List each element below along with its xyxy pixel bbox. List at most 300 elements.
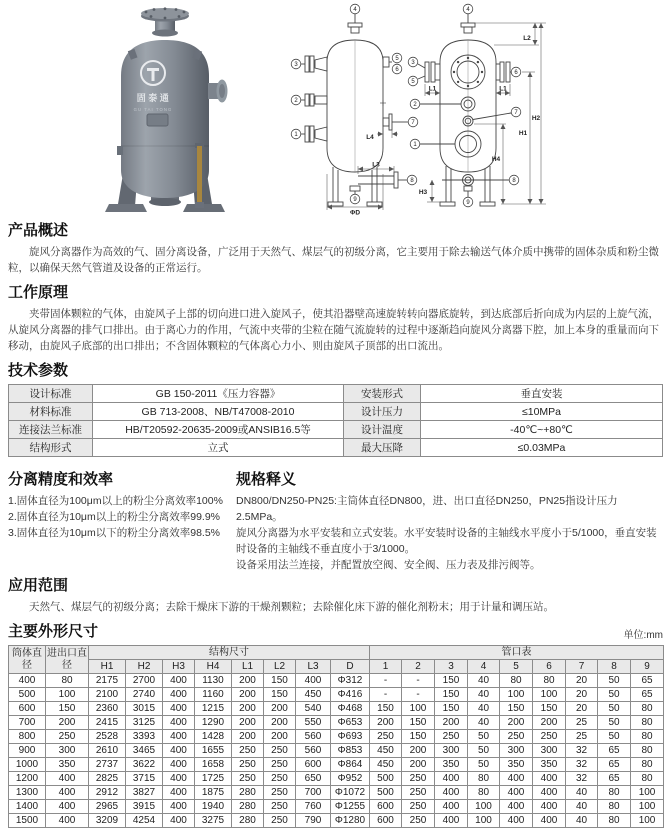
product-images bbox=[8, 0, 663, 215]
table-cell: 200 bbox=[232, 688, 264, 702]
table-cell: 50 bbox=[598, 730, 631, 744]
table-cell: 400 bbox=[533, 772, 566, 786]
svg-text:8: 8 bbox=[512, 178, 516, 185]
table-cell: 150 bbox=[402, 730, 435, 744]
svg-text:8: 8 bbox=[410, 178, 414, 185]
table-cell: 最大压降 bbox=[344, 439, 421, 457]
table-cell: 400 bbox=[435, 772, 468, 786]
dimensions-table-head bbox=[9, 646, 664, 674]
table-cell: 20 bbox=[566, 702, 598, 716]
table-cell: 400 bbox=[533, 814, 566, 828]
table-header-cell: 2 bbox=[402, 660, 435, 674]
table-cell: 40 bbox=[566, 786, 598, 800]
table-row bbox=[9, 439, 663, 457]
svg-text:6: 6 bbox=[514, 70, 518, 77]
dim-label: L4 bbox=[366, 134, 374, 141]
dim-label: ΦD bbox=[349, 209, 361, 217]
table-cell: 500 bbox=[370, 786, 402, 800]
table-cell: 400 bbox=[435, 786, 468, 800]
table-cell: 200 bbox=[232, 702, 264, 716]
table-cell: 100 bbox=[402, 702, 435, 716]
table-cell: 3715 bbox=[126, 772, 163, 786]
table-cell: 150 bbox=[402, 716, 435, 730]
table-cell: 400 bbox=[163, 730, 195, 744]
table-cell: 4254 bbox=[126, 814, 163, 828]
nozzle-marker bbox=[509, 175, 519, 185]
table-cell: 2912 bbox=[89, 786, 126, 800]
table-cell: 600 bbox=[296, 758, 331, 772]
table-cell: ≤0.03MPa bbox=[421, 439, 663, 457]
table-row bbox=[9, 800, 664, 814]
svg-text:7: 7 bbox=[514, 110, 518, 117]
table-cell: 200 bbox=[402, 744, 435, 758]
table-cell: 450 bbox=[370, 758, 402, 772]
table-header-cell: H3 bbox=[163, 660, 195, 674]
nozzle-marker bbox=[511, 107, 521, 117]
table-cell: 50 bbox=[468, 744, 500, 758]
table-cell: 280 bbox=[232, 800, 264, 814]
table-cell: 32 bbox=[566, 744, 598, 758]
table-cell: HB/T20592-20635-2009或ANSIB16.5等 bbox=[93, 421, 344, 439]
table-cell: ≤10MPa bbox=[421, 403, 663, 421]
table-cell: 25 bbox=[566, 730, 598, 744]
table-cell: 3275 bbox=[195, 814, 232, 828]
table-group-header-row bbox=[9, 646, 664, 660]
section-title-spec-meaning: 规格释义 bbox=[236, 471, 297, 488]
table-cell: 560 bbox=[296, 730, 331, 744]
efficiency-item: 2.固体直径为10μm以上的粉尘分离效率99.9% bbox=[8, 511, 221, 523]
section-dimensions bbox=[8, 623, 663, 828]
table-cell: 400 bbox=[46, 814, 89, 828]
table-cell: 400 bbox=[163, 772, 195, 786]
nozzle-marker bbox=[407, 175, 417, 185]
table-cell: 65 bbox=[598, 758, 631, 772]
table-cell: 40 bbox=[468, 674, 500, 688]
nozzle-marker bbox=[408, 76, 418, 86]
table-cell: 250 bbox=[402, 800, 435, 814]
table-cell: 250 bbox=[264, 786, 296, 800]
table-cell: 400 bbox=[9, 674, 46, 688]
tech-params-table-body bbox=[9, 385, 663, 457]
table-cell: 1658 bbox=[195, 758, 232, 772]
table-cell: 65 bbox=[631, 688, 664, 702]
table-cell: 150 bbox=[264, 674, 296, 688]
table-cell: 2415 bbox=[89, 716, 126, 730]
svg-text:3: 3 bbox=[411, 60, 415, 67]
col-header-inlet-outlet-diameter: 进出口直径 bbox=[46, 646, 89, 674]
table-cell: 790 bbox=[296, 814, 331, 828]
svg-text:3: 3 bbox=[294, 62, 298, 69]
principle-body: 夹带固体颗粒的气体，由旋风子上部的切向进口进入旋风子，使其沿器壁高速旋转转向器底旋转，到达底部后折向成为内层的上旋气流，从旋风分离器的排气口排出。由于离心力的作用，气流中夹带的尘粒在随气流旋转的过程中逐渐趋向旋风分离器下腔，加上本身的重量而向下移动，由旋风子底部的出口排出；不含固体颗粒的气体离心力小、则由旋风子顶部的出口流出。 bbox=[8, 308, 659, 352]
nozzle-marker bbox=[511, 67, 521, 77]
table-cell: 65 bbox=[598, 744, 631, 758]
svg-text:9: 9 bbox=[353, 197, 357, 204]
nozzle-marker bbox=[291, 59, 301, 69]
table-cell: 250 bbox=[232, 758, 264, 772]
table-cell: 25 bbox=[566, 716, 598, 730]
table-cell: 65 bbox=[598, 772, 631, 786]
table-cell: 2825 bbox=[89, 772, 126, 786]
table-cell: 80 bbox=[468, 786, 500, 800]
table-cell: 40 bbox=[468, 716, 500, 730]
table-cell: Φ1072 bbox=[331, 786, 370, 800]
technical-drawing bbox=[290, 0, 550, 215]
table-cell: 3209 bbox=[89, 814, 126, 828]
table-cell: 550 bbox=[296, 716, 331, 730]
svg-text:1: 1 bbox=[413, 142, 417, 149]
svg-text:4: 4 bbox=[353, 7, 357, 14]
table-cell: 80 bbox=[468, 772, 500, 786]
table-cell: 设计标准 bbox=[9, 385, 93, 403]
svg-text:9: 9 bbox=[466, 200, 470, 207]
table-cell: 150 bbox=[435, 674, 468, 688]
svg-text:5: 5 bbox=[411, 79, 415, 86]
table-cell: 100 bbox=[533, 688, 566, 702]
table-row bbox=[9, 730, 664, 744]
nozzle-marker bbox=[392, 53, 402, 63]
table-cell: 250 bbox=[232, 744, 264, 758]
table-row bbox=[9, 758, 664, 772]
table-cell: 80 bbox=[46, 674, 89, 688]
table-cell: Φ416 bbox=[331, 688, 370, 702]
svg-text:2: 2 bbox=[413, 102, 417, 109]
table-row bbox=[9, 744, 664, 758]
nozzle-marker bbox=[463, 197, 473, 207]
table-header-cell: L2 bbox=[264, 660, 296, 674]
dimensions-header bbox=[8, 623, 663, 641]
table-row bbox=[9, 702, 664, 716]
table-cell: 300 bbox=[435, 744, 468, 758]
table-cell: 250 bbox=[46, 730, 89, 744]
table-cell: Φ468 bbox=[331, 702, 370, 716]
table-cell: 40 bbox=[566, 800, 598, 814]
table-cell: 安装形式 bbox=[344, 385, 421, 403]
svg-text:5: 5 bbox=[395, 56, 399, 63]
table-header-cell: 4 bbox=[468, 660, 500, 674]
dim-label: H3 bbox=[418, 189, 428, 196]
section-title-tech-params: 技术参数 bbox=[8, 362, 69, 379]
table-cell: 200 bbox=[264, 702, 296, 716]
nozzle-marker bbox=[410, 139, 420, 149]
tank-render bbox=[105, 7, 228, 212]
table-cell: 250 bbox=[264, 758, 296, 772]
dim-label: L1 bbox=[428, 85, 437, 93]
table-cell: 350 bbox=[435, 758, 468, 772]
table-cell: 80 bbox=[631, 730, 664, 744]
table-header-cell: 8 bbox=[598, 660, 631, 674]
section-principle bbox=[8, 284, 663, 354]
table-cell: 400 bbox=[46, 786, 89, 800]
table-cell: 150 bbox=[264, 688, 296, 702]
efficiency-item: 3.固体直径为10μm以下的粉尘分离效率98.5% bbox=[8, 527, 221, 539]
nozzle-marker bbox=[408, 117, 418, 127]
dimensions-table bbox=[8, 645, 664, 828]
table-cell: 800 bbox=[9, 730, 46, 744]
table-cell: 1200 bbox=[9, 772, 46, 786]
table-row bbox=[9, 786, 664, 800]
table-cell: 200 bbox=[533, 716, 566, 730]
table-cell: 300 bbox=[46, 744, 89, 758]
table-cell: 450 bbox=[370, 744, 402, 758]
table-header-cell: 1 bbox=[370, 660, 402, 674]
table-cell: 设计温度 bbox=[344, 421, 421, 439]
nozzle-marker bbox=[410, 99, 420, 109]
svg-text:6: 6 bbox=[395, 67, 399, 74]
table-cell: 400 bbox=[533, 800, 566, 814]
table-cell: 40 bbox=[468, 702, 500, 716]
svg-text:7: 7 bbox=[411, 120, 415, 127]
section-tech-params bbox=[8, 362, 663, 457]
table-cell: 400 bbox=[500, 800, 533, 814]
table-cell: 400 bbox=[500, 772, 533, 786]
table-cell: 200 bbox=[232, 730, 264, 744]
table-header-cell: 9 bbox=[631, 660, 664, 674]
table-cell: 700 bbox=[9, 716, 46, 730]
spec-paragraph: 设备采用法兰连接，并配置放空阀、安全阀、压力表及排污阀等。 bbox=[236, 559, 541, 571]
table-row bbox=[9, 403, 663, 421]
table-cell: 400 bbox=[435, 800, 468, 814]
overview-body: 旋风分离器作为高效的气、固分离设备，广泛用于天然气、煤层气的初级分离，它主要用于除去输送气体介质中携带的固体杂质和粉尘微粒，以确保天然气管道及设备的正常运行。 bbox=[8, 246, 659, 274]
table-cell: 540 bbox=[296, 702, 331, 716]
table-cell: 650 bbox=[296, 772, 331, 786]
table-cell: 1130 bbox=[195, 674, 232, 688]
section-application bbox=[8, 577, 663, 615]
table-cell: 80 bbox=[631, 744, 664, 758]
table-cell: 32 bbox=[566, 758, 598, 772]
table-cell: 250 bbox=[370, 730, 402, 744]
table-cell: 200 bbox=[264, 716, 296, 730]
table-cell: 2965 bbox=[89, 800, 126, 814]
table-cell: 600 bbox=[370, 814, 402, 828]
table-cell: 200 bbox=[232, 716, 264, 730]
table-cell: 250 bbox=[232, 772, 264, 786]
spec-paragraph: 旋风分离器为水平安装和立式安装。水平安装时设备的主轴线水平度小于5/1000，垂直安装时设备的主轴线不垂直度小于3/1000。 bbox=[236, 527, 657, 555]
table-cell: 1000 bbox=[9, 758, 46, 772]
table-cell: 350 bbox=[533, 758, 566, 772]
table-cell: 250 bbox=[402, 814, 435, 828]
table-cell: 200 bbox=[370, 716, 402, 730]
table-cell: 900 bbox=[9, 744, 46, 758]
table-cell: 80 bbox=[598, 800, 631, 814]
table-cell: 400 bbox=[435, 814, 468, 828]
table-cell: 200 bbox=[264, 730, 296, 744]
table-cell: 1500 bbox=[9, 814, 46, 828]
table-cell: 400 bbox=[163, 758, 195, 772]
table-header-cell: D bbox=[331, 660, 370, 674]
svg-text:1: 1 bbox=[294, 132, 298, 139]
svg-text:2: 2 bbox=[294, 98, 298, 105]
table-row bbox=[9, 421, 663, 439]
table-cell: 1428 bbox=[195, 730, 232, 744]
section-title-application: 应用范围 bbox=[8, 577, 69, 594]
table-cell: Φ864 bbox=[331, 758, 370, 772]
table-cell: 100 bbox=[631, 814, 664, 828]
table-cell: 400 bbox=[163, 688, 195, 702]
nozzle-marker bbox=[291, 129, 301, 139]
table-row bbox=[9, 674, 664, 688]
table-cell: 250 bbox=[264, 800, 296, 814]
table-cell: 连接法兰标准 bbox=[9, 421, 93, 439]
table-cell: 80 bbox=[533, 674, 566, 688]
section-title-efficiency: 分离精度和效率 bbox=[8, 471, 114, 488]
dim-label: H2 bbox=[531, 115, 541, 122]
table-cell: 3915 bbox=[126, 800, 163, 814]
table-cell: 1215 bbox=[195, 702, 232, 716]
table-cell: 2360 bbox=[89, 702, 126, 716]
table-cell: 150 bbox=[533, 702, 566, 716]
table-cell: 400 bbox=[163, 800, 195, 814]
col-header-structure-dims: 结构尺寸 bbox=[89, 646, 370, 660]
table-cell: 200 bbox=[435, 716, 468, 730]
table-cell: 40 bbox=[566, 814, 598, 828]
dim-label: L3 bbox=[372, 161, 380, 169]
table-cell: 250 bbox=[533, 730, 566, 744]
table-header-cell: L1 bbox=[232, 660, 264, 674]
table-cell: 150 bbox=[370, 702, 402, 716]
table-cell: 1940 bbox=[195, 800, 232, 814]
logo-text-en: GU TAI TONG bbox=[133, 107, 173, 112]
table-cell: 400 bbox=[46, 800, 89, 814]
table-cell: GB 150-2011《压力容器》 bbox=[93, 385, 344, 403]
table-cell: -40℃~+80℃ bbox=[421, 421, 663, 439]
table-cell: 250 bbox=[402, 786, 435, 800]
nozzle-marker bbox=[350, 194, 360, 204]
table-cell: 立式 bbox=[93, 439, 344, 457]
drawing-right-view bbox=[418, 14, 511, 206]
nozzle-marker bbox=[350, 4, 360, 14]
table-cell: 400 bbox=[500, 814, 533, 828]
table-cell: 400 bbox=[533, 786, 566, 800]
col-header-body-diameter: 筒体直径 bbox=[9, 646, 46, 674]
table-header-cell: H2 bbox=[126, 660, 163, 674]
table-cell: 100 bbox=[46, 688, 89, 702]
table-cell: 400 bbox=[163, 674, 195, 688]
table-header-cell: H1 bbox=[89, 660, 126, 674]
table-header-cell: 3 bbox=[435, 660, 468, 674]
section-title-dimensions: 主要外形尺寸 bbox=[8, 623, 99, 640]
svg-text:4: 4 bbox=[466, 7, 470, 14]
table-cell: 150 bbox=[46, 702, 89, 716]
table-cell: 65 bbox=[631, 674, 664, 688]
table-cell: GB 713-2008、NB/T47008-2010 bbox=[93, 403, 344, 421]
table-cell: Φ693 bbox=[331, 730, 370, 744]
table-cell: 100 bbox=[468, 814, 500, 828]
section-efficiency-and-spec bbox=[8, 463, 663, 573]
section-overview bbox=[8, 222, 663, 276]
table-cell: 80 bbox=[598, 814, 631, 828]
nozzle-marker bbox=[408, 57, 418, 67]
table-header-cell: 6 bbox=[533, 660, 566, 674]
table-cell: 400 bbox=[500, 786, 533, 800]
table-cell: 20 bbox=[566, 688, 598, 702]
table-cell: 100 bbox=[468, 800, 500, 814]
table-cell: 1290 bbox=[195, 716, 232, 730]
table-cell: 400 bbox=[163, 786, 195, 800]
table-subheader-row bbox=[9, 660, 664, 674]
table-cell: 3465 bbox=[126, 744, 163, 758]
table-row bbox=[9, 814, 664, 828]
product-photo bbox=[105, 0, 240, 215]
table-cell: 150 bbox=[435, 688, 468, 702]
table-cell: 50 bbox=[468, 730, 500, 744]
table-cell: 400 bbox=[163, 716, 195, 730]
table-cell: 2175 bbox=[89, 674, 126, 688]
table-cell: 280 bbox=[232, 786, 264, 800]
table-row bbox=[9, 716, 664, 730]
table-header-cell: L3 bbox=[296, 660, 331, 674]
table-cell: 250 bbox=[435, 730, 468, 744]
table-cell: 3827 bbox=[126, 786, 163, 800]
table-cell: 400 bbox=[163, 814, 195, 828]
table-cell: 200 bbox=[46, 716, 89, 730]
table-cell: 500 bbox=[9, 688, 46, 702]
dimensions-table-body bbox=[9, 674, 664, 828]
table-cell: 250 bbox=[264, 744, 296, 758]
table-cell: 300 bbox=[500, 744, 533, 758]
table-cell: 200 bbox=[232, 674, 264, 688]
table-cell: 400 bbox=[296, 674, 331, 688]
table-cell: 3015 bbox=[126, 702, 163, 716]
table-cell: 250 bbox=[402, 772, 435, 786]
table-cell: 2528 bbox=[89, 730, 126, 744]
nozzle-marker bbox=[392, 64, 402, 74]
table-cell: 760 bbox=[296, 800, 331, 814]
table-cell: 150 bbox=[500, 702, 533, 716]
table-cell: 2700 bbox=[126, 674, 163, 688]
dim-label: L1 bbox=[499, 85, 507, 93]
table-cell: 560 bbox=[296, 744, 331, 758]
table-cell: 50 bbox=[598, 674, 631, 688]
table-cell: 200 bbox=[402, 758, 435, 772]
table-cell: 400 bbox=[163, 702, 195, 716]
table-cell: Φ1255 bbox=[331, 800, 370, 814]
table-cell: 2740 bbox=[126, 688, 163, 702]
table-cell: 250 bbox=[500, 730, 533, 744]
dim-label: H1 bbox=[518, 130, 528, 137]
table-cell: 300 bbox=[533, 744, 566, 758]
table-cell: Φ1280 bbox=[331, 814, 370, 828]
table-cell: 2100 bbox=[89, 688, 126, 702]
table-cell: Φ952 bbox=[331, 772, 370, 786]
table-cell: 250 bbox=[264, 772, 296, 786]
table-cell: 1725 bbox=[195, 772, 232, 786]
dim-label: H4 bbox=[491, 156, 501, 163]
tank-foot bbox=[105, 204, 147, 212]
application-body: 天然气、煤层气的初级分离；去除干燥床下游的干燥剂颗粒；去除催化床下游的催化剂粉末；用于计量和调压站。 bbox=[29, 601, 554, 613]
logo-text-cn: 固泰通 bbox=[136, 93, 172, 103]
table-cell: 40 bbox=[468, 688, 500, 702]
table-cell: 3393 bbox=[126, 730, 163, 744]
table-header-cell: 5 bbox=[500, 660, 533, 674]
table-row bbox=[9, 772, 664, 786]
table-cell: 1160 bbox=[195, 688, 232, 702]
table-cell: 500 bbox=[370, 772, 402, 786]
table-cell: 200 bbox=[500, 716, 533, 730]
table-cell: 100 bbox=[631, 800, 664, 814]
level-gauge bbox=[197, 146, 202, 204]
table-cell: 50 bbox=[598, 688, 631, 702]
table-cell: 350 bbox=[46, 758, 89, 772]
efficiency-item: 1.固体直径为100μm以上的粉尘分离效率100% bbox=[8, 495, 223, 507]
table-cell: 50 bbox=[598, 716, 631, 730]
table-cell: 100 bbox=[500, 688, 533, 702]
table-cell: - bbox=[370, 674, 402, 688]
table-cell: 结构形式 bbox=[9, 439, 93, 457]
section-efficiency bbox=[8, 463, 236, 573]
table-header-cell: 7 bbox=[566, 660, 598, 674]
table-cell: 350 bbox=[500, 758, 533, 772]
table-cell: 1655 bbox=[195, 744, 232, 758]
